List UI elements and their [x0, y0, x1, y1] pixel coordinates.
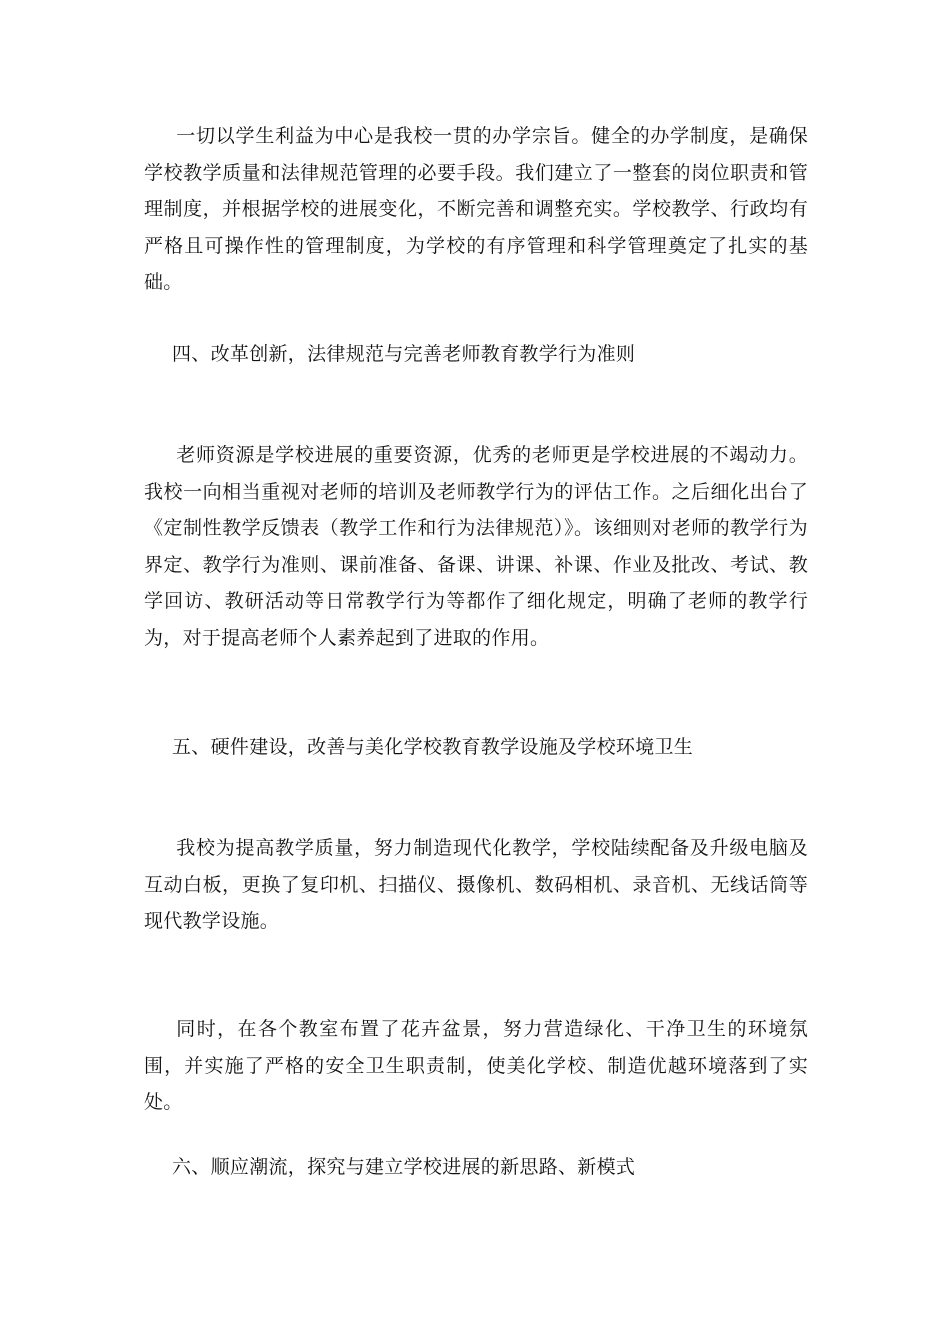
section-heading-4: 四、改革创新，法律规范与完善老师教育教学行为准则 [172, 343, 636, 365]
section-heading-6: 六、顺应潮流，探究与建立学校进展的新思路、新模式 [172, 1156, 636, 1178]
paragraph-facilities: 我校为提高教学质量，努力制造现代化教学，学校陆续配备及升级电脑及互动白板，更换了复印机、扫描仪、摄像机、数码相机、录音机、无线话筒等现代教学设施。 [144, 837, 808, 932]
paragraph-teacher-training: 老师资源是学校进展的重要资源，优秀的老师更是学校进展的不竭动力。我校一向相当重视对老师的培训及老师教学行为的评估工作。之后细化出台了《定制性教学反馈表（教学工作和行为法律规范）》。该细则对老师的教学行为界定、教学行为准则、课前准备、备课、讲课、补课、作业及批改、考试、教学回访、教研活动等日常教学行为等都作了细化规定，明确了老师的教学行为，对于提高老师个人素养起到了进取的作用。 [144, 444, 808, 649]
paragraph-environment: 同时，在各个教室布置了花卉盆景，努力营造绿化、干净卫生的环境氛围，并实施了严格的安全卫生职责制，使美化学校、制造优越环境落到了实处。 [144, 1018, 808, 1113]
paragraph-school-management: 一切以学生利益为中心是我校一贯的办学宗旨。健全的办学制度，是确保学校教学质量和法律规范管理的必要手段。我们建立了一整套的岗位职责和管理制度，并根据学校的进展变化，不断完善和调整充实。学校教学、行政均有严格且可操作性的管理制度，为学校的有序管理和科学管理奠定了扎实的基础。 [144, 125, 808, 293]
section-heading-5: 五、硬件建设，改善与美化学校教育教学设施及学校环境卫生 [172, 736, 694, 758]
